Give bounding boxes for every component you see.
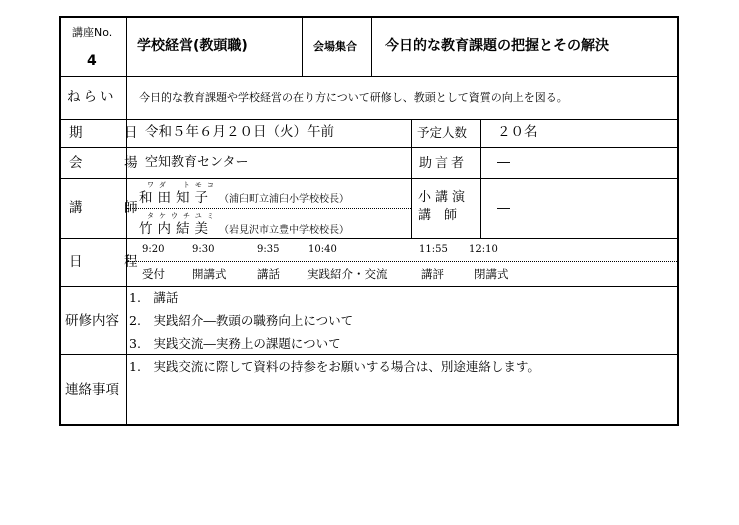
content-item: 3. 実践交流―実務上の課題について bbox=[129, 336, 341, 351]
schedule-event: 講評 bbox=[421, 267, 444, 281]
contact-item: 1. 実践交流に際して資料の持参をお願いする場合は、別途連絡します。 bbox=[129, 359, 540, 374]
course-category: 学校経営(教頭職) bbox=[137, 38, 248, 54]
schedule-event: 講話 bbox=[257, 267, 280, 281]
lecturer-1-affiliation: （浦臼町立浦臼小学校校長） bbox=[219, 194, 349, 205]
content-label: 研修内容 bbox=[65, 313, 119, 329]
row-divider bbox=[61, 286, 677, 287]
contact-label: 連絡事項 bbox=[65, 382, 119, 398]
capacity-value: ２０名 bbox=[497, 124, 538, 140]
sub-lecture-value: ― bbox=[497, 201, 510, 216]
row-divider bbox=[61, 238, 677, 239]
venue-label: 会 場 bbox=[69, 155, 152, 171]
row-divider bbox=[61, 354, 677, 355]
column-divider bbox=[411, 119, 412, 238]
schedule-time: 9:30 bbox=[192, 244, 215, 255]
schedule-event: 実践紹介・交流 bbox=[307, 267, 388, 281]
course-title: 今日的な教育課題の把握とその解決 bbox=[385, 38, 609, 54]
lecturer-2-name: 竹内結美 bbox=[139, 221, 213, 237]
course-number: 4 bbox=[87, 53, 97, 69]
row-divider bbox=[61, 147, 677, 148]
aim-label: ねらい bbox=[67, 89, 117, 105]
lecturer-1-ruby: ワダ トモコ bbox=[147, 181, 219, 189]
capacity-label: 予定人数 bbox=[417, 125, 468, 140]
label-column-divider bbox=[126, 18, 127, 426]
schedule-time: 12:10 bbox=[469, 244, 498, 255]
content-item: 2. 実践紹介―教頭の職務向上について bbox=[129, 313, 354, 328]
lecturer-2-affiliation: （岩見沢市立豊中学校校長） bbox=[219, 225, 349, 236]
column-divider bbox=[480, 119, 481, 238]
column-divider bbox=[371, 18, 372, 76]
schedule-event: 閉講式 bbox=[474, 267, 509, 281]
schedule-time: 11:55 bbox=[419, 244, 448, 255]
row-divider bbox=[61, 76, 677, 77]
date-label: 期 日 bbox=[69, 125, 152, 141]
lecturer-dotted-divider bbox=[127, 208, 411, 209]
sub-lecture-label-line2: 講 師 bbox=[418, 208, 458, 223]
schedule-event: 受付 bbox=[142, 267, 165, 281]
row-divider bbox=[61, 178, 677, 179]
schedule-time: 9:20 bbox=[142, 244, 165, 255]
venue-value: 空知教育センター bbox=[145, 155, 249, 170]
lecturer-label: 講 師 bbox=[69, 200, 152, 216]
advisor-label: 助言者 bbox=[419, 156, 468, 171]
content-item: 1. 講話 bbox=[129, 290, 179, 305]
schedule-event: 開講式 bbox=[192, 267, 227, 281]
row-divider bbox=[61, 119, 677, 120]
schedule-time: 9:35 bbox=[257, 244, 280, 255]
date-value: 令和５年６月２０日（火）午前 bbox=[145, 124, 334, 140]
course-number-label: 講座No. bbox=[72, 26, 113, 39]
schedule-label: 日 程 bbox=[69, 254, 152, 270]
aim-text: 今日的な教育課題や学校経営の在り方について研修し、教頭として資質の向上を図る。 bbox=[139, 91, 568, 104]
sub-lecture-label-line1: 小講演 bbox=[418, 190, 470, 205]
lecturer-1-name: 和田知子 bbox=[139, 190, 213, 206]
schedule-dotted-divider bbox=[127, 261, 679, 262]
venue-type: 会場集合 bbox=[313, 40, 357, 53]
schedule-time: 10:40 bbox=[308, 244, 337, 255]
course-form bbox=[59, 16, 679, 426]
advisor-value: ― bbox=[497, 155, 510, 170]
lecturer-2-ruby: タケウチユミ bbox=[147, 212, 219, 220]
column-divider bbox=[302, 18, 303, 76]
